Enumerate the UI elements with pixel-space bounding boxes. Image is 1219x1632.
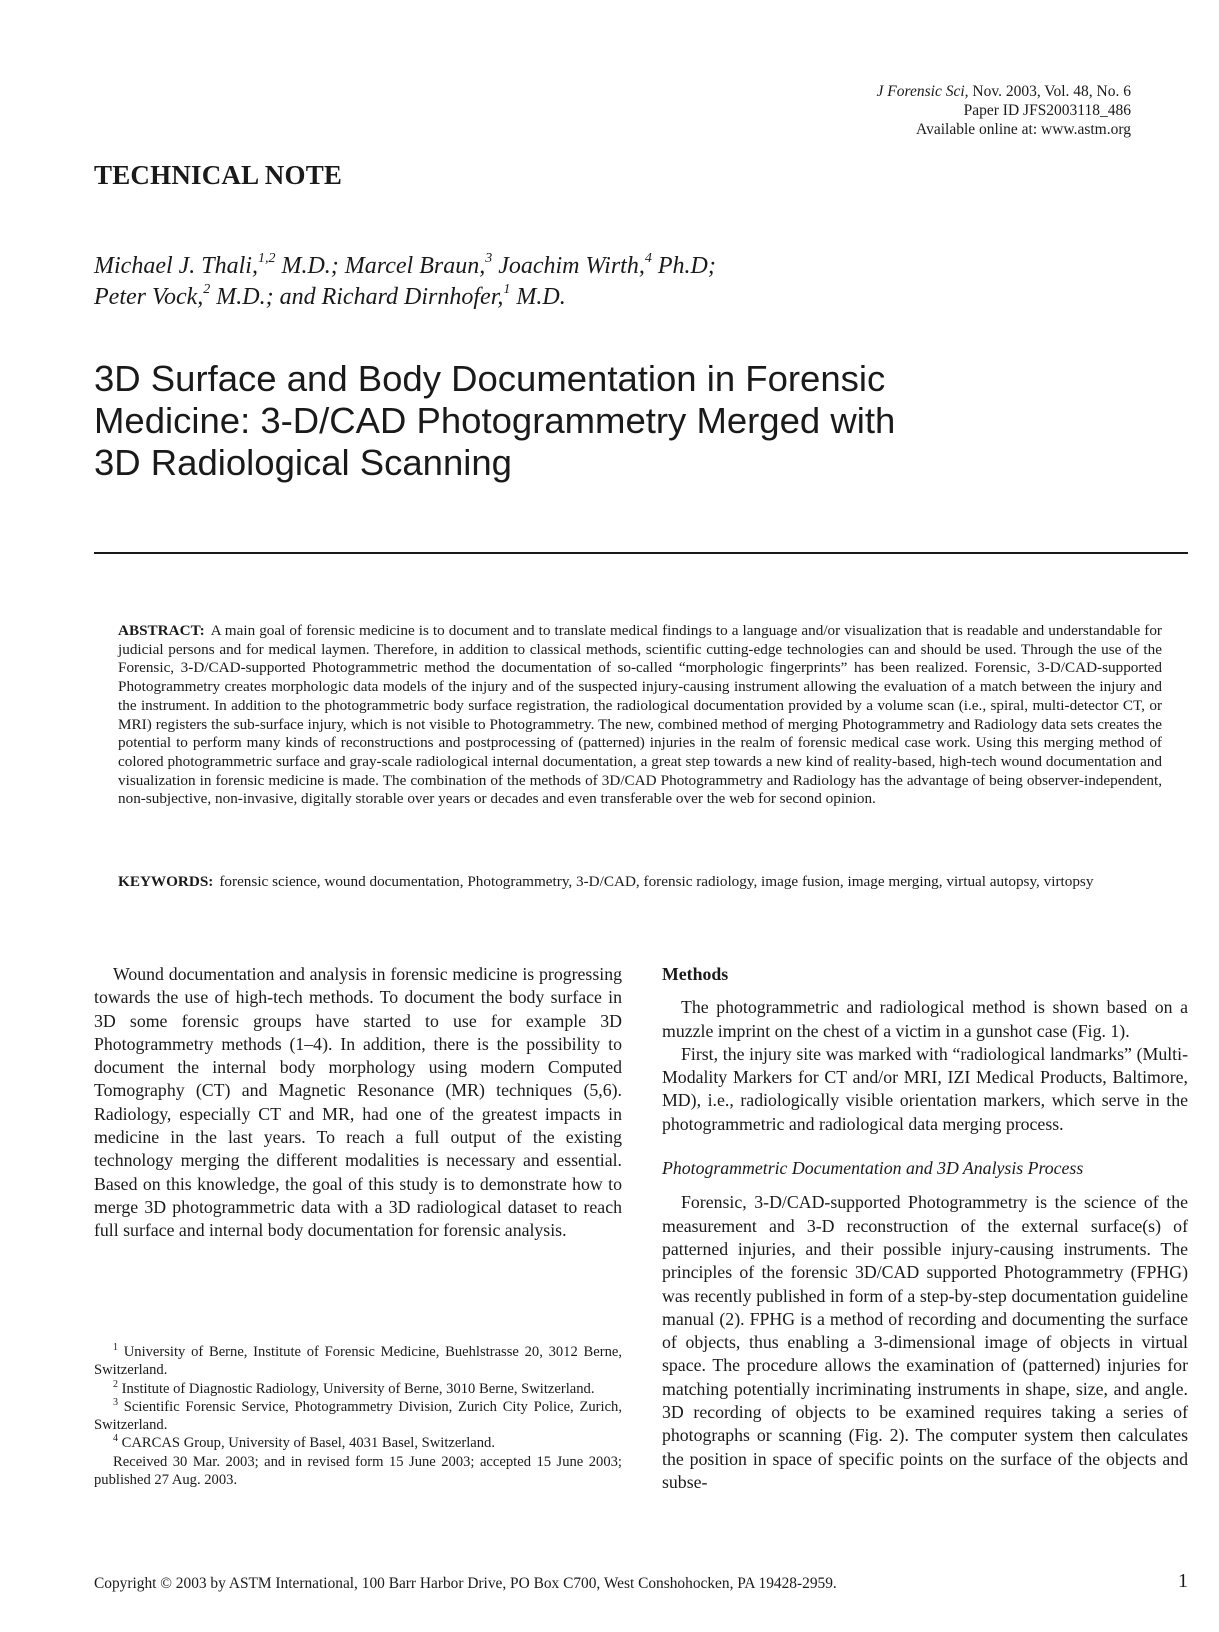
footnote-text: Institute of Diagnostic Radiology, University of Berne, 3010 Berne, Switzerland. [118,1380,595,1397]
abstract-label: ABSTRACT: [118,622,205,639]
footnote-marker: 2 [113,1378,118,1390]
methods-paragraph: Forensic, 3-D/CAD-supported Photogrammetry is the science of the measurement and 3-D reconstruction of the external surface(s) of patterned injuries, and their possible injury-causing instruments. The principles of the forensic 3D/CAD supported Photogrammetry (FPHG) was recently published in form of a step-by-step documentation guideline manual (2). FPHG is a method of recording and documenting the surface of objects, thus enabling a 3-dimensional image of objects in virtual space. The procedure allows the examination of (patterned) injuries for matching potentially incriminating instruments in shape, size, and angle. 3D recording of objects to be examined requires taking a series of photographs or scanning (Fig. 2). The computer system then calculates the position in space of specific points on the surface of the objects and subse- [662,1192,1188,1492]
methods-column [662,963,1188,1494]
paper-id: Paper ID JFS2003118_486 [963,102,1131,119]
title-line: 3D Radiological Scanning [94,442,512,483]
introduction-column [94,963,622,1243]
affiliation-marker: 4 [644,251,652,266]
author-line-1 [94,251,716,282]
received-dates: Received 30 Mar. 2003; and in revised form 15 June 2003; accepted 15 June 2003; published 27 Aug. 2003. [94,1453,622,1489]
intro-paragraph: Wound documentation and analysis in forensic medicine is progressing towards the use of high-tech methods. To document the body surface in 3D some forensic groups have started to use for example 3D Photogrammetry methods (1–4). In addition, there is the possibility to document the internal body morphology using modern Computed Tomography (CT) and Magnetic Resonance (MR) techniques (5,6). Radiology, especially CT and MR, had one of the greatest impacts in medicine in the last years. To reach a full output of the existing technology merging the different modalities is necessary and essential. Based on this knowledge, the goal of this study is to demonstrate how to merge 3D photogrammetric data with a 3D radiological dataset to reach full surface and internal body documentation for forensic analysis. [94,964,622,1241]
methods-subheading: Photogrammetric Documentation and 3D Analysis Process [662,1158,1084,1179]
footnote [94,1380,622,1398]
affiliation-marker: 1,2 [257,251,276,266]
author-name: Michael J. Thali, [94,253,258,279]
footnote-marker: 3 [113,1396,118,1408]
keywords-text: forensic science, wound documentation, Photogrammetry, 3-D/CAD, forensic radiology, image fusion, image merging, virtual autopsy, virtopsy [219,873,1094,890]
title-line: Medicine: 3-D/CAD Photogrammetry Merged with [94,400,896,441]
affiliation-marker: 3 [485,251,493,266]
keywords-label: KEYWORDS: [118,873,214,890]
journal-header [877,82,1131,139]
author-degree: M.D. [510,284,566,310]
abstract-text: A main goal of forensic medicine is to document and to translate medical findings to a language and/or visualization that is readable and understandable for judicial persons and for medical laymen. Therefore, in addition to classical methods, scientific cutting-edge technologies can and should be used. Through the use of the Forensic, 3-D/CAD-supported Photogrammetric method the documentation of so-called “morphologic fingerprints” has been realized. Forensic, 3-D/CAD-supported Photogrammetry creates morphologic data models of the injury and of the suspected injury-causing instrument allowing the evaluation of a match between the injury and the instrument. In addition to the photogrammetric body surface registration, the radiological documentation provided by a volume scan (i.e., spiral, multi-detector CT, or MRI) registers the sub-surface injury, which is not visible to Photogrammetry. The new, combined method of merging Photogrammetry and Radiology data sets creates the potential to perform many kinds of reconstructions and postprocessing of (patterned) injuries in the realm of forensic medical case work. Using this merging method of colored photogrammetric surface and gray-scale radiological internal documentation, a great step towards a new kind of reality-based, high-tech wound documentation and visualization in forensic medicine is made. The combination of the methods of 3D/CAD Photogrammetry and Radiology has the advantage of being observer-independent, non-subjective, non-invasive, digitally storable over years or decades and even transferable over the web for second opinion. [118,622,1162,808]
footnote [94,1398,622,1435]
author-list [94,251,716,313]
methods-paragraph: The photogrammetric and radiological method is shown based on a muzzle imprint on the chest of a victim in a gunshot case (Fig. 1). [662,997,1188,1041]
affiliation-marker: 1 [503,282,511,297]
keywords [118,873,1162,892]
methods-paragraph: First, the injury site was marked with “radiological landmarks” (Multi-Modality Markers for CT and/or MRI, IZI Medical Products, Baltimore, MD), i.e., radiologically visible orientation markers, which serve in the photogrammetric and radiological data merging process. [662,1043,1188,1134]
journal-issue: Nov. 2003, Vol. 48, No. 6 [968,83,1131,100]
page-number: 1 [1178,1570,1188,1592]
footnote [94,1434,622,1452]
journal-citation [877,82,1131,101]
footnotes [94,1343,622,1489]
abstract [118,622,1162,809]
title-line: 3D Surface and Body Documentation in Forensic [94,358,886,399]
methods-heading: Methods [662,964,729,984]
footnote [94,1343,622,1380]
author-line-2 [94,282,716,313]
author-name: Peter Vock, [94,284,204,310]
copyright-notice: Copyright © 2003 by ASTM International, 100 Barr Harbor Drive, PO Box C700, West Conshohocken, PA 19428-2959. [94,1575,837,1592]
affiliation-marker: 2 [203,282,211,297]
author-name: Joachim Wirth, [492,253,645,279]
footnote-text: Scientific Forensic Service, Photogrammetry Division, Zurich City Police, Zurich, Switzerland. [94,1398,622,1434]
title-divider [94,552,1188,554]
journal-name: J Forensic Sci, [876,83,969,100]
footnote-marker: 4 [113,1433,118,1445]
article-title [94,358,994,484]
footnote-text: CARCAS Group, University of Basel, 4031 Basel, Switzerland. [118,1435,495,1452]
footnote-text: University of Berne, Institute of Forensic Medicine, Buehlstrasse 20, 3012 Berne, Switzerland. [94,1344,622,1379]
author-name: M.D.; Marcel Braun, [275,253,486,279]
article-type: TECHNICAL NOTE [94,160,343,190]
author-degree: Ph.D; [651,253,716,279]
availability: Available online at: www.astm.org [916,121,1131,138]
footnote-marker: 1 [113,1342,118,1353]
author-name: M.D.; and Richard Dirnhofer, [210,284,504,310]
